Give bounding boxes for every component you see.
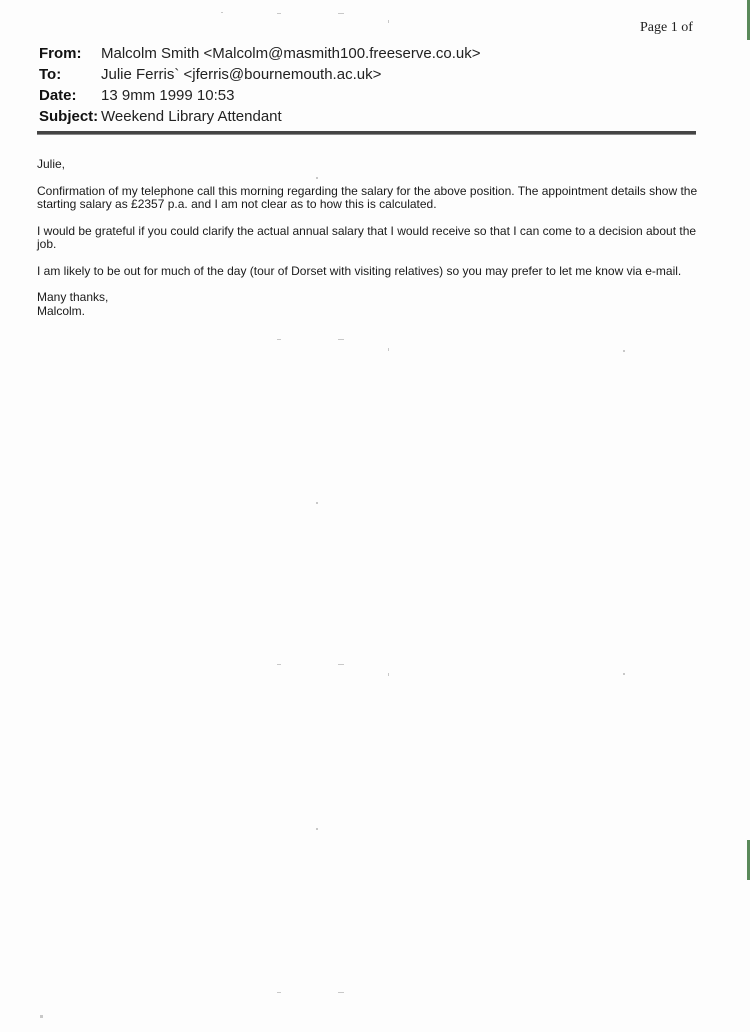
scan-speck [338,339,344,340]
scan-speck [316,828,318,830]
scan-speck [277,13,281,14]
body-paragraph-3: I am likely to be out for much of the day (tour of Dorset with visiting relatives) so you may prefer to let me know via e-mail. [37,263,682,278]
date-value: 13 9mm 1999 10:53 [101,87,235,104]
greeting: Julie, [37,157,66,171]
to-row [39,66,699,87]
body-paragraph-1: Confirmation of my telephone call this morning regarding the salary for the above position. The appointment details show the starting salary as £2357 p.a. and I am not clear as to how this is calculated. [37,183,698,211]
to-label: To: [39,66,62,83]
scan-speck [277,339,281,340]
subject-value: Weekend Library Attendant [101,108,282,125]
scan-speck [388,20,389,23]
date-row [39,87,699,108]
subject-label: Subject: [39,108,99,125]
scan-speck [40,1015,43,1018]
scan-speck [316,177,318,179]
page-number: Page 1 of [640,20,693,35]
scan-speck [388,673,389,676]
email-body [37,158,699,331]
scan-speck [338,13,344,14]
to-value: Julie Ferris` <jferris@bournemouth.ac.uk> [101,66,382,83]
scan-speck [277,664,281,665]
header-divider [37,131,696,135]
subject-row [39,108,699,129]
scan-speck [316,502,318,504]
body-paragraph-2: I would be grateful if you could clarify the actual annual salary that I would receive so that I can come to a decision about the job. [37,223,697,251]
sign-off [37,291,699,318]
from-row [39,45,699,66]
scan-speck [338,992,344,993]
from-label: From: [39,45,82,62]
scan-speck [388,348,389,351]
signature: Malcolm. [37,303,86,318]
email-header [39,45,699,129]
date-label: Date: [39,87,77,104]
scan-speck [221,12,223,13]
scan-speck [623,673,625,675]
scan-speck [338,664,344,665]
scan-speck [623,350,625,352]
from-value: Malcolm Smith <Malcolm@masmith100.freeserve.co.uk> [101,45,481,62]
scan-speck [277,992,281,993]
closing-line: Many thanks, [37,290,109,304]
